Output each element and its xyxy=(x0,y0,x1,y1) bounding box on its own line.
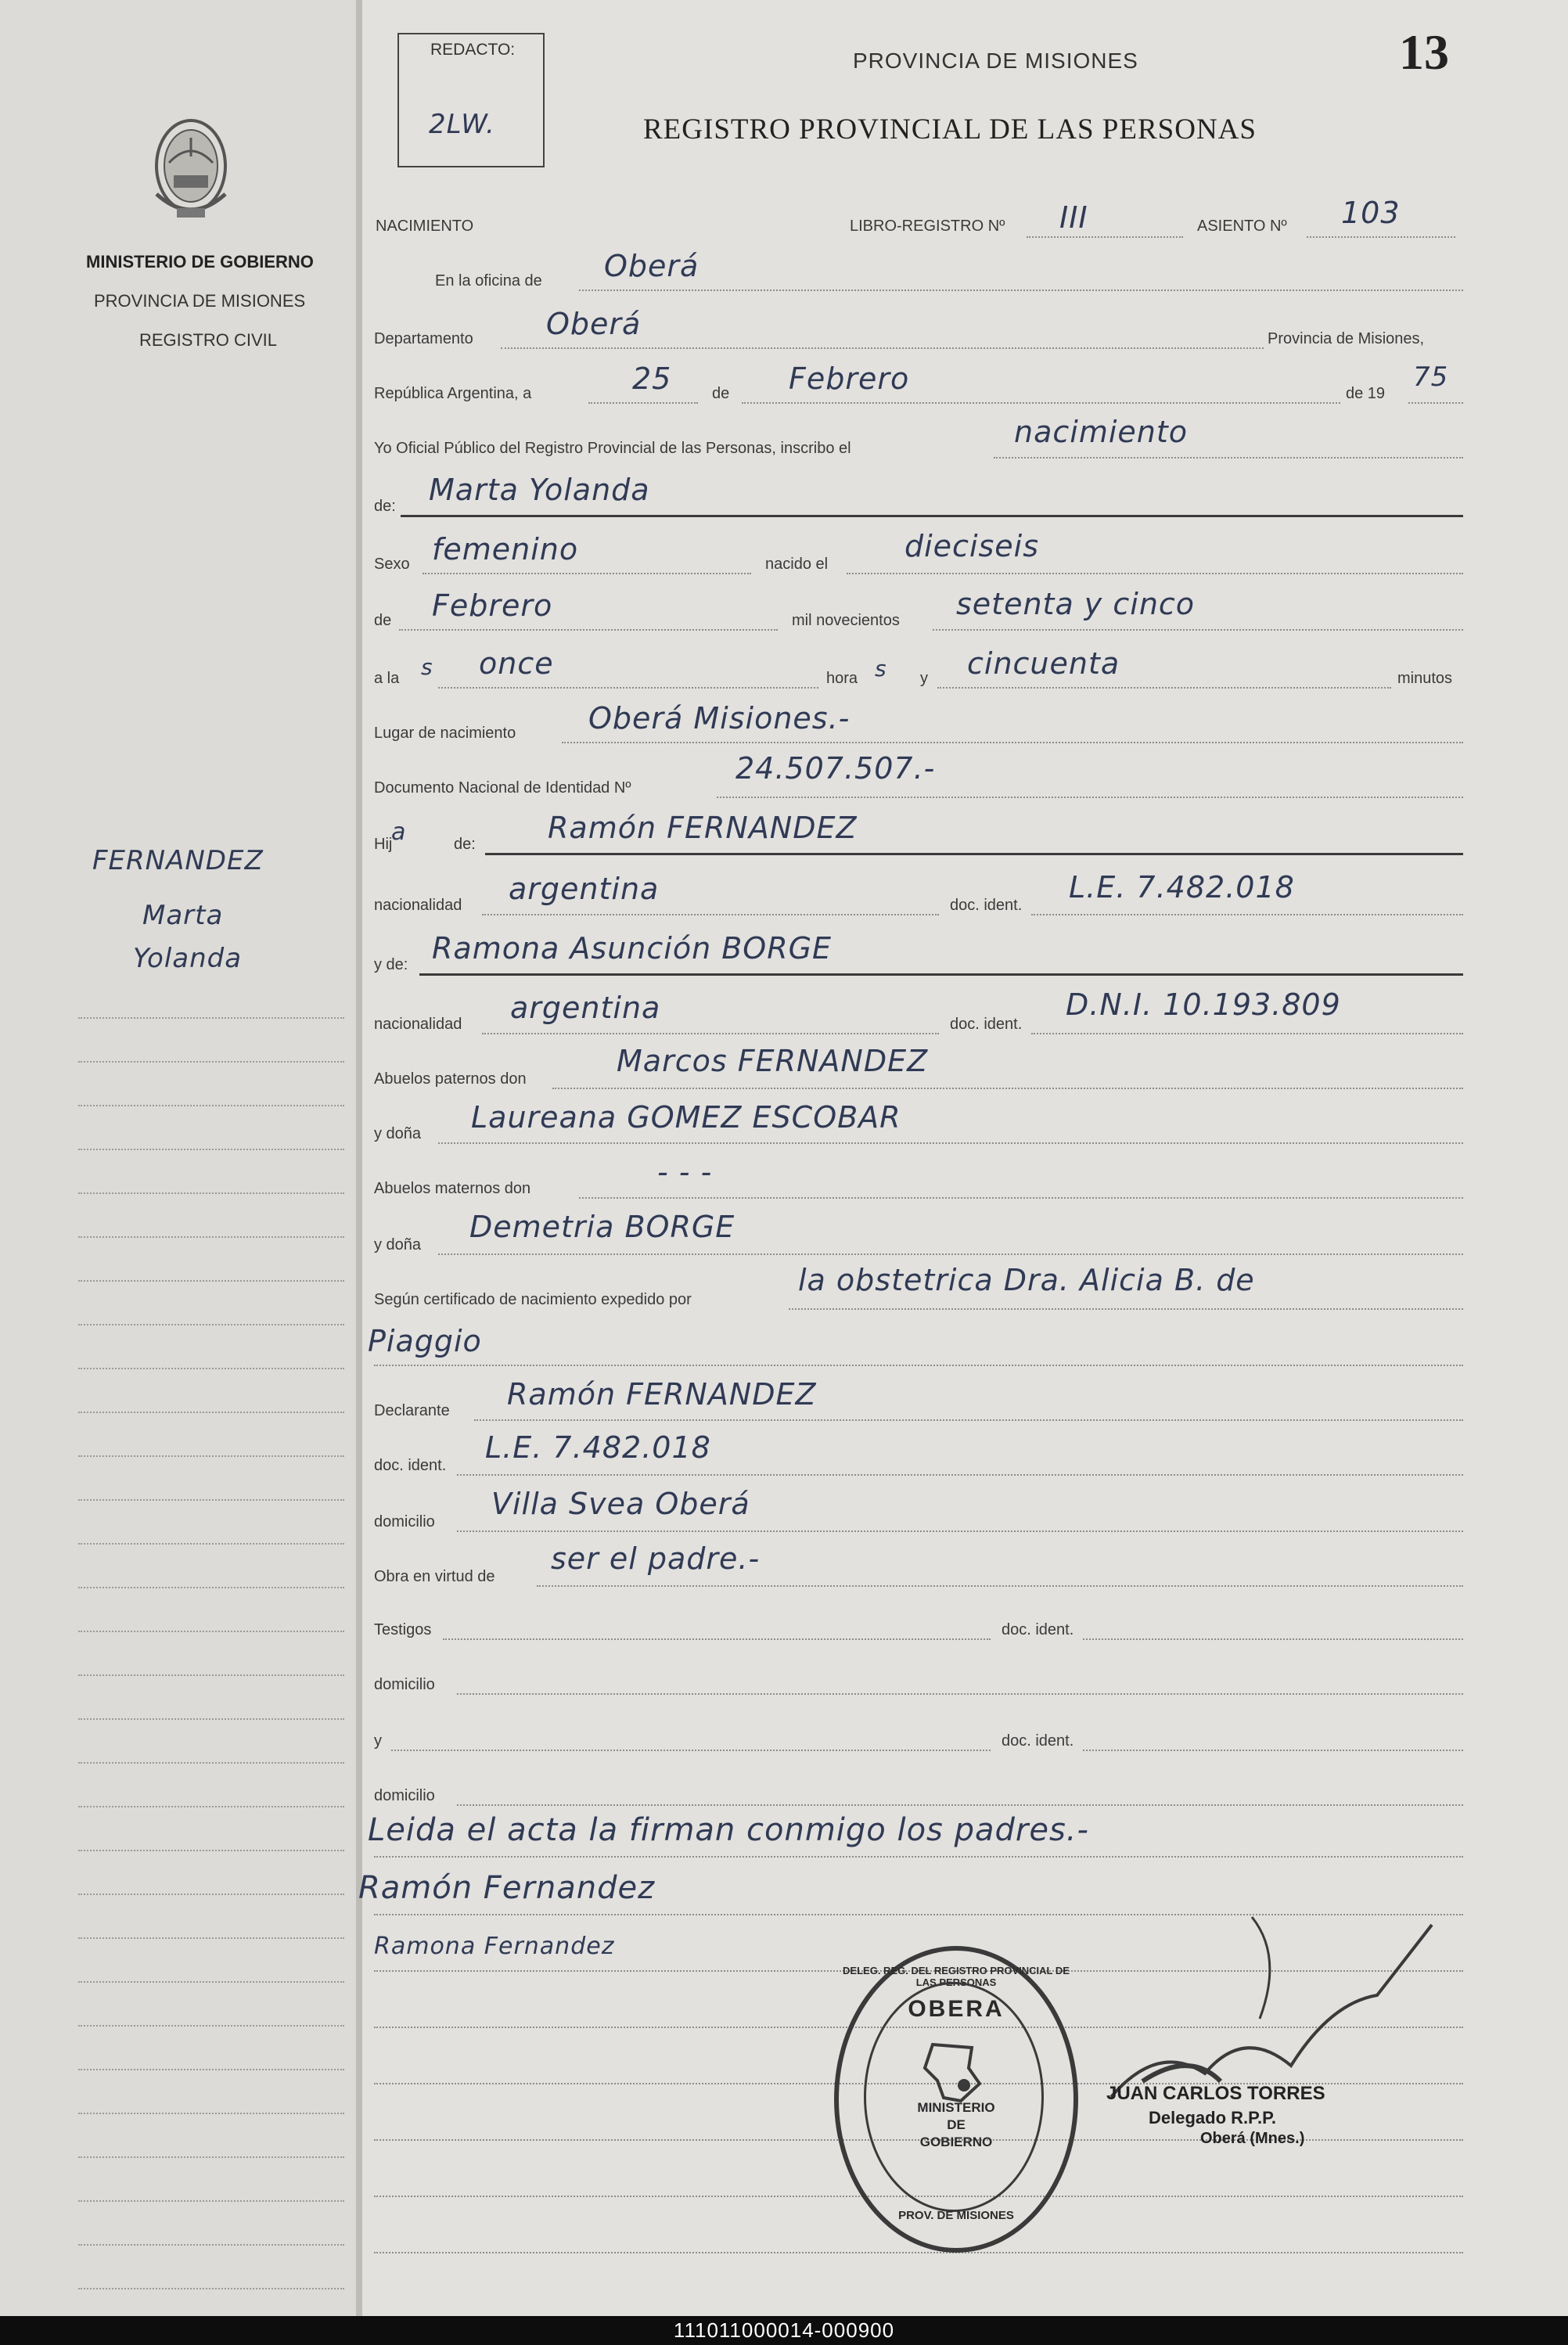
paternal-grandmother-label: y doña xyxy=(374,1125,422,1142)
margin-rule xyxy=(78,1017,344,1019)
asiento-label: ASIENTO Nº xyxy=(1197,218,1287,235)
registration-day: 25 xyxy=(632,361,672,396)
at-label: a la xyxy=(374,670,400,687)
margin-rule xyxy=(78,1718,344,1720)
asiento-line xyxy=(1307,236,1455,238)
name-label: de: xyxy=(374,498,396,515)
declarant-doc-line xyxy=(457,1474,1463,1476)
left-margin-column xyxy=(0,0,356,2316)
seal-center-line-2: DE xyxy=(947,2117,966,2132)
libro-label: LIBRO-REGISTRO Nº xyxy=(850,218,1005,235)
seal-bottom-text: PROV. DE MISIONES xyxy=(898,2209,1014,2222)
republic-label: República Argentina, a xyxy=(374,385,532,402)
margin-rule xyxy=(78,1499,344,1501)
sex-line xyxy=(423,573,751,574)
margin-rule xyxy=(78,2025,344,2027)
sex-label: Sexo xyxy=(374,556,410,573)
margin-rule xyxy=(78,1455,344,1457)
witness2-address-line xyxy=(457,1804,1463,1806)
margin-rule xyxy=(78,1324,344,1325)
paternal-grandfather-line xyxy=(552,1088,1463,1089)
mother-doc: D.N.I. 10.193.809 xyxy=(1066,987,1341,1022)
closing-line xyxy=(374,1856,1463,1858)
margin-rule xyxy=(78,1192,344,1194)
born-year-line xyxy=(933,629,1463,631)
father-nationality-label: nacionalidad xyxy=(374,897,462,914)
maternal-grandmother-label: y doña xyxy=(374,1236,422,1253)
father-doc: L.E. 7.482.018 xyxy=(1069,870,1295,905)
birthplace-label: Lugar de nacimiento xyxy=(374,725,516,742)
child-of-label: Hij xyxy=(374,836,393,853)
declarant-label: Declarante xyxy=(374,1402,450,1419)
margin-rule xyxy=(78,2069,344,2070)
margin-rule xyxy=(78,1894,344,1895)
office-value: Oberá xyxy=(604,249,699,283)
declarant-line xyxy=(474,1419,1463,1421)
born-day-line xyxy=(847,573,1463,574)
margin-rule xyxy=(78,2288,344,2289)
witness2-doc-line xyxy=(1083,1750,1463,1751)
witness2-address-label: domicilio xyxy=(374,1787,435,1804)
declarant-name: Ramón FERNANDEZ xyxy=(507,1377,817,1412)
father-signature: Ramón Fernandez xyxy=(358,1870,656,1906)
margin-given-name-2: Yolanda xyxy=(133,943,243,974)
mother-name: Ramona Asunción BORGE xyxy=(432,931,833,966)
hour-label: hora xyxy=(826,670,858,687)
margin-rule xyxy=(78,1061,344,1063)
minutes-value: cincuenta xyxy=(967,646,1120,681)
certificate-issuer: la obstetrica Dra. Alicia B. de xyxy=(798,1263,1255,1297)
born-day-value: dieciseis xyxy=(904,529,1040,563)
official-seal xyxy=(834,1946,1078,2253)
maternal-grandmother-line xyxy=(438,1253,1463,1255)
paternal-grandmother-line xyxy=(438,1142,1463,1144)
margin-given-name-1: Marta xyxy=(142,900,224,931)
margin-rule xyxy=(78,1412,344,1413)
archive-id-bar xyxy=(0,2316,1568,2345)
hour-line xyxy=(438,687,818,689)
id-number-label: Documento Nacional de Identidad Nº xyxy=(374,779,631,797)
witness1-doc-label: doc. ident. xyxy=(1002,1621,1074,1638)
province-heading: PROVINCIA DE MISIONES xyxy=(853,49,1138,73)
minutes-line xyxy=(937,687,1391,689)
department-label: Departamento xyxy=(374,330,473,347)
act-kind-line xyxy=(994,457,1463,459)
binding-edge xyxy=(356,0,362,2316)
libro-value: III xyxy=(1059,200,1088,235)
officer-title: Delegado R.P.P. xyxy=(1149,2108,1277,2127)
declarant-address-label: domicilio xyxy=(374,1513,435,1530)
signature-line-7 xyxy=(374,2252,1463,2253)
witness1-doc-line xyxy=(1083,1638,1463,1640)
father-nationality: argentina xyxy=(509,872,660,906)
witness2-label: y xyxy=(374,1732,382,1750)
minutes-label: minutos xyxy=(1397,670,1453,687)
margin-rule xyxy=(78,1543,344,1545)
margin-rule xyxy=(78,1762,344,1764)
mother-doc-line xyxy=(1031,1033,1463,1034)
office-label: En la oficina de xyxy=(435,272,542,290)
act-type-label: NACIMIENTO xyxy=(376,218,474,235)
maternal-grandfather: - - - xyxy=(657,1155,713,1189)
margin-rule xyxy=(78,2244,344,2246)
department-line xyxy=(501,347,1264,349)
born-label: nacido el xyxy=(765,556,829,573)
born-month-label: de xyxy=(374,612,392,629)
margin-rule xyxy=(78,1850,344,1851)
seal-center xyxy=(839,2099,1074,2151)
father-doc-line xyxy=(1031,914,1463,915)
registration-month: Febrero xyxy=(789,361,910,396)
province-suffix-label: Provincia de Misiones, xyxy=(1268,330,1425,347)
thousand-label: mil novecientos xyxy=(792,612,900,629)
witnesses-label: Testigos xyxy=(374,1621,432,1638)
ministry-civil-registry: REGISTRO CIVIL xyxy=(139,330,278,350)
declarant-address-line xyxy=(457,1530,1463,1532)
month-line xyxy=(742,402,1340,404)
asiento-value: 103 xyxy=(1341,196,1401,230)
seal-city: OBERA xyxy=(908,1996,1005,2022)
father-nationality-line xyxy=(482,914,939,915)
name-rule xyxy=(401,515,1463,517)
and-label: y xyxy=(920,670,928,687)
officer-name: JUAN CARLOS TORRES xyxy=(1106,2083,1325,2104)
year-prefix-label: de 19 xyxy=(1346,385,1386,402)
margin-rule xyxy=(78,1105,344,1106)
maternal-grandfather-line xyxy=(579,1197,1463,1199)
maternal-grandfather-label: Abuelos maternos don xyxy=(374,1180,531,1197)
id-number-line xyxy=(717,797,1463,798)
id-number-value: 24.507.507.- xyxy=(735,751,936,786)
seal-center-line-3: GOBIERNO xyxy=(919,2135,993,2149)
margin-rule xyxy=(78,1631,344,1632)
day-line xyxy=(588,402,698,404)
certificate-line xyxy=(789,1308,1463,1310)
mother-nationality-label: nacionalidad xyxy=(374,1016,462,1033)
libro-line xyxy=(1027,236,1183,238)
mother-label: y de: xyxy=(374,956,408,973)
margin-rule xyxy=(78,2113,344,2114)
office-line xyxy=(579,290,1463,291)
paternal-grandfather: Marcos FERNANDEZ xyxy=(617,1044,929,1078)
birthplace-value: Oberá Misiones.- xyxy=(588,701,851,736)
closing-statement: Leida el acta la firman conmigo los padres.- xyxy=(368,1812,1089,1848)
margin-rule xyxy=(78,1587,344,1588)
born-month-line xyxy=(399,629,778,631)
seal-center-line-1: MINISTERIO xyxy=(917,2100,995,2115)
margin-rule xyxy=(78,1149,344,1150)
officer-statement-label: Yo Oficial Público del Registro Provincial de las Personas, inscribo el xyxy=(374,440,851,457)
child-of-suffix: a xyxy=(391,818,407,846)
redacto-label: REDACTO: xyxy=(430,41,516,59)
hour-value: once xyxy=(479,646,554,681)
mother-rule xyxy=(419,973,1463,976)
margin-rule xyxy=(78,2156,344,2158)
page-number: 13 xyxy=(1399,24,1449,80)
mother-signature: Ramona Fernandez xyxy=(374,1933,615,1960)
declarant-address: Villa Svea Oberá xyxy=(491,1487,750,1521)
margin-rule xyxy=(78,1236,344,1238)
seal-ring-text: DELEG. REG. DEL REGISTRO PROVINCIAL DE LAS PERSONAS xyxy=(843,1965,1070,1988)
at-suffix: s xyxy=(421,654,433,680)
paternal-grandmother: Laureana GOMEZ ESCOBAR xyxy=(471,1100,901,1135)
born-month-value: Febrero xyxy=(432,588,553,623)
sex-value: femenino xyxy=(432,532,579,566)
ministry-province: PROVINCIA DE MISIONES xyxy=(94,291,306,311)
margin-rule xyxy=(78,1674,344,1676)
capacity-line xyxy=(537,1585,1463,1587)
margin-rule xyxy=(78,1981,344,1983)
witness2-line xyxy=(391,1750,991,1751)
birthplace-line xyxy=(562,742,1463,743)
mother-nationality: argentina xyxy=(510,991,661,1025)
witness1-line xyxy=(443,1638,991,1640)
margin-rule xyxy=(78,1806,344,1807)
date-de-label: de xyxy=(712,385,730,402)
hour-suffix: s xyxy=(875,656,887,682)
paternal-grandfather-label: Abuelos paternos don xyxy=(374,1070,527,1088)
mother-doc-label: doc. ident. xyxy=(950,1016,1023,1033)
margin-surname: FERNANDEZ xyxy=(92,845,264,876)
born-year-value: setenta y cinco xyxy=(956,587,1196,621)
maternal-grandmother: Demetria BORGE xyxy=(469,1210,735,1244)
capacity-value: ser el padre.- xyxy=(551,1541,761,1576)
margin-rule xyxy=(78,1280,344,1282)
year-line xyxy=(1408,402,1463,404)
witness1-address-line xyxy=(457,1693,1463,1695)
officer-place: Oberá (Mnes.) xyxy=(1200,2130,1305,2147)
certificate-label: Según certificado de nacimiento expedido por xyxy=(374,1291,692,1308)
margin-rule xyxy=(78,2200,344,2202)
declarant-doc-label: doc. ident. xyxy=(374,1457,447,1474)
archive-id: 111011000014-000900 xyxy=(673,2318,895,2342)
witness1-address-label: domicilio xyxy=(374,1676,435,1693)
father-label: de: xyxy=(454,836,476,853)
certificate-issuer-2: Piaggio xyxy=(368,1324,482,1358)
ministry-title: MINISTERIO DE GOBIERNO xyxy=(86,252,314,272)
redacto-value: 2LW. xyxy=(429,109,495,140)
registry-heading: REGISTRO PROVINCIAL DE LAS PERSONAS xyxy=(643,113,1257,146)
witness2-doc-label: doc. ident. xyxy=(1002,1732,1074,1750)
margin-rule xyxy=(78,1368,344,1369)
father-rule xyxy=(485,853,1463,855)
capacity-label: Obra en virtud de xyxy=(374,1568,495,1585)
certificate-line-2 xyxy=(374,1365,1463,1366)
registrant-name: Marta Yolanda xyxy=(429,473,650,507)
father-name: Ramón FERNANDEZ xyxy=(548,811,858,845)
redacto-box xyxy=(397,33,545,167)
department-value: Oberá xyxy=(546,307,642,341)
registration-year: 75 xyxy=(1413,361,1449,393)
provincial-coat-of-arms-icon xyxy=(146,108,236,224)
act-kind-value: nacimiento xyxy=(1014,415,1189,449)
declarant-doc: L.E. 7.482.018 xyxy=(485,1430,711,1465)
margin-rule xyxy=(78,1937,344,1939)
father-doc-label: doc. ident. xyxy=(950,897,1023,914)
mother-nationality-line xyxy=(482,1033,939,1034)
